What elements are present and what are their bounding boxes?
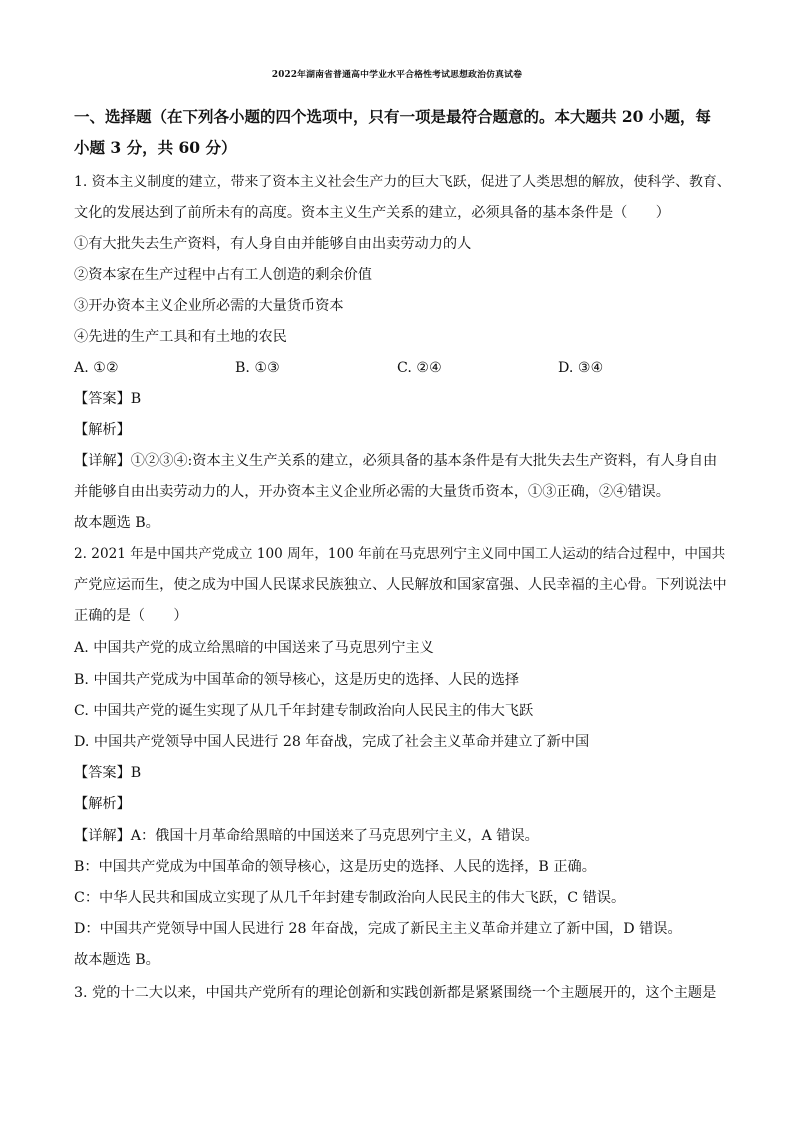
q1-option-a: A. ①②: [74, 360, 119, 376]
q1-stem-line-1: 1. 资本主义制度的建立，带来了资本主义社会生产力的巨大飞跃，促进了人类思想的解放，使科学、教育、: [74, 174, 731, 190]
section-heading-line-2: 小题 3 分，共 60 分）: [74, 138, 237, 157]
q2-stem-line-3: 正确的是（ ）: [74, 608, 188, 624]
q2-option-d: D. 中国共产党领导中国人民进行 28 年奋战，完成了社会主义革命并建立了新中国: [74, 734, 590, 750]
section-heading-line-1: 一、选择题（在下列各小题的四个选项中，只有一项是最符合题意的。本大题共 20 小题，每: [74, 107, 711, 126]
q3-stem-line-1: 3. 党的十二大以来，中国共产党所有的理论创新和实践创新都是紧紧围绕一个主题展开的，这个主题是: [74, 985, 717, 1001]
q2-detail-d: D：中国共产党领导中国人民进行 28 年奋战，完成了新民主主义革命并建立了新中国，D 错误。: [74, 921, 682, 937]
q1-option-c: C. ②④: [397, 360, 442, 376]
q2-option-a: A. 中国共产党的成立给黑暗的中国送来了马克思列宁主义: [74, 640, 434, 656]
q2-detail-b: B：中国共产党成为中国革命的领导核心，这是历史的选择、人民的选择，B 正确。: [74, 859, 596, 875]
q2-detail-a: 【详解】A：俄国十月革命给黑暗的中国送来了马克思列宁主义，A 错误。: [74, 828, 539, 844]
q2-conclusion: 故本题选 B。: [74, 952, 160, 968]
q2-detail-c: C：中华人民共和国成立实现了从几千年封建专制政治向人民民主的伟大飞跃，C 错误。: [74, 890, 626, 906]
q1-option-b: B. ①③: [235, 360, 280, 376]
q1-conclusion: 故本题选 B。: [74, 515, 160, 531]
section-heading: [74, 101, 734, 163]
q1-option-d: D. ③④: [558, 360, 604, 376]
q2-stem-line-2: 产党应运而生，使之成为中国人民谋求民族独立、人民解放和国家富强、人民幸福的主心骨。下列说法中: [74, 577, 727, 593]
page-title: 2022年湖南省普通高中学业水平合格性考试思想政治仿真试卷: [271, 70, 523, 80]
q2-answer: 【答案】B: [74, 765, 142, 781]
q1-detail-line-2: 并能够自由出卖劳动力的人，开办资本主义企业所必需的大量货币资本，①③正确，②④错误。: [74, 484, 670, 500]
q1-statement-3: ③开办资本主义企业所必需的大量货币资本: [74, 298, 344, 314]
q1-statement-2: ②资本家在生产过程中占有工人创造的剩余价值: [74, 267, 372, 283]
q1-statement-1: ①有大批失去生产资料，有人身自由并能够自由出卖劳动力的人: [74, 236, 472, 252]
q1-answer: 【答案】B: [74, 391, 142, 407]
q1-analysis-label: 【解析】: [74, 422, 131, 438]
q2-option-b: B. 中国共产党成为中国革命的领导核心，这是历史的选择、人民的选择: [74, 672, 520, 688]
q2-option-c: C. 中国共产党的诞生实现了从几千年封建专制政治向人民民主的伟大飞跃: [74, 703, 534, 719]
q1-statement-4: ④先进的生产工具和有土地的农民: [74, 329, 287, 345]
q1-stem-line-2: 文化的发展达到了前所未有的高度。资本主义生产关系的建立，必须具备的基本条件是（ ）: [74, 205, 670, 221]
q2-analysis-label: 【解析】: [74, 796, 131, 812]
q1-detail-line-1: 【详解】①②③④:资本主义生产关系的建立，必须具备的基本条件是有大批失去生产资料，有人身自由: [74, 453, 718, 469]
q2-stem-line-1: 2. 2021 年是中国共产党成立 100 周年，100 年前在马克思列宁主义同中国工人运动的结合过程中，中国共: [74, 546, 726, 562]
